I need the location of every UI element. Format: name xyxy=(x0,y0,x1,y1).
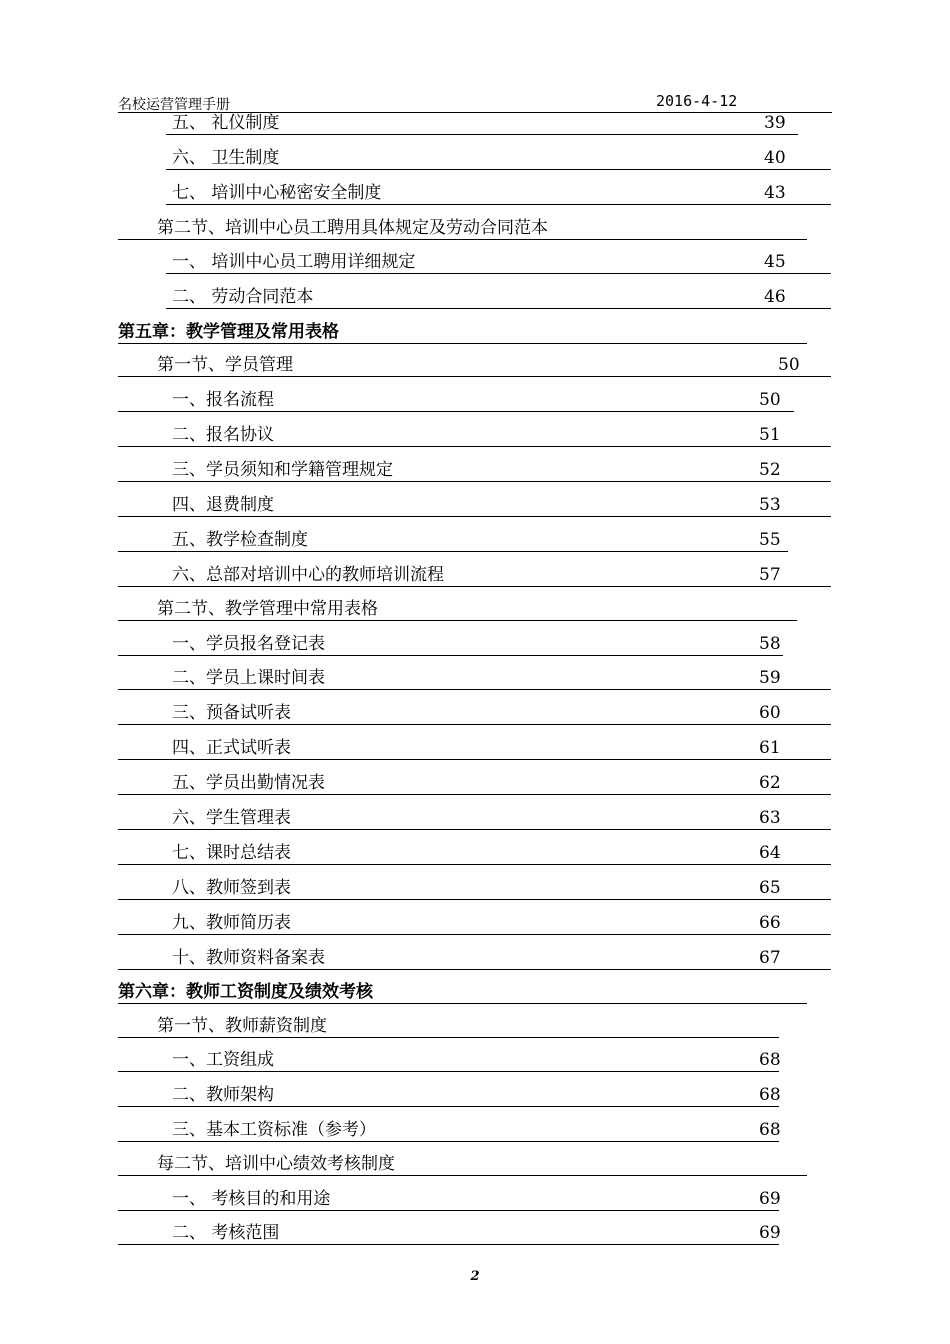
toc-section-row[interactable] xyxy=(0,1004,950,1038)
toc-entry-page-number: 60 xyxy=(759,703,781,723)
page-number: 2 xyxy=(470,1269,480,1284)
toc-item-row[interactable] xyxy=(0,1211,950,1245)
toc-entry-label: 一、 考核目的和用途 xyxy=(172,1189,331,1209)
toc-entry-underline xyxy=(118,1106,779,1107)
toc-item-row[interactable] xyxy=(0,796,950,830)
header-title: 名校运营管理手册 xyxy=(118,97,230,113)
toc-entry-label: 十、教师资料备案表 xyxy=(172,948,325,968)
toc-entry-underline xyxy=(118,899,831,900)
toc-entry-label: 一、学员报名登记表 xyxy=(172,634,325,654)
toc-entry-label: 三、预备试听表 xyxy=(172,703,291,723)
toc-entry-label: 二、报名协议 xyxy=(172,425,274,445)
toc-entry-underline xyxy=(118,1071,779,1072)
toc-entry-label: 第一节、教师薪资制度 xyxy=(157,1016,327,1036)
toc-item-row[interactable] xyxy=(0,936,950,970)
toc-entry-page-number: 66 xyxy=(759,913,781,933)
toc-item-row[interactable] xyxy=(0,483,950,517)
toc-item-row[interactable] xyxy=(0,413,950,447)
toc-entry-page-number: 57 xyxy=(759,565,781,585)
toc-section-row[interactable] xyxy=(0,206,950,240)
toc-entry-underline xyxy=(118,1175,807,1176)
toc-entry-label: 二、 考核范围 xyxy=(172,1223,280,1243)
toc-entry-label: 四、正式试听表 xyxy=(172,738,291,758)
toc-entry-label: 六、 卫生制度 xyxy=(172,148,280,168)
toc-entry-label: 第一节、学员管理 xyxy=(157,355,293,375)
toc-item-row[interactable] xyxy=(0,1073,950,1107)
toc-item-row[interactable] xyxy=(0,761,950,795)
toc-entry-page-number: 63 xyxy=(759,808,781,828)
toc-section-row[interactable] xyxy=(0,343,950,377)
toc-entry-page-number: 52 xyxy=(759,460,781,480)
toc-entry-underline xyxy=(166,273,831,274)
toc-item-row[interactable] xyxy=(0,275,950,309)
toc-entry-label: 五、 礼仪制度 xyxy=(172,113,280,133)
toc-item-row[interactable] xyxy=(0,1177,950,1211)
toc-entry-underline xyxy=(166,204,831,205)
toc-entry-label: 三、学员须知和学籍管理规定 xyxy=(172,460,393,480)
toc-entry-page-number: 50 xyxy=(759,390,781,410)
toc-entry-underline xyxy=(118,376,831,377)
header-date: 2016-4-12 xyxy=(656,92,738,110)
toc-entry-underline xyxy=(118,794,831,795)
toc-item-row[interactable] xyxy=(0,136,950,170)
toc-entry-page-number: 68 xyxy=(759,1085,781,1105)
toc-entry-label: 第六章：教师工资制度及绩效考核 xyxy=(118,982,373,1002)
toc-entry-page-number: 64 xyxy=(759,843,781,863)
toc-item-row[interactable] xyxy=(0,866,950,900)
toc-entry-underline xyxy=(166,169,831,170)
toc-entry-underline xyxy=(118,551,788,552)
toc-entry-label: 五、学员出勤情况表 xyxy=(172,773,325,793)
toc-entry-page-number: 45 xyxy=(764,252,786,272)
toc-entry-page-number: 53 xyxy=(759,495,781,515)
toc-entry-underline xyxy=(166,308,831,309)
toc-entry-underline xyxy=(118,829,831,830)
toc-entry-underline xyxy=(166,134,798,135)
toc-entry-label: 二、教师架构 xyxy=(172,1085,274,1105)
toc-entry-label: 二、 劳动合同范本 xyxy=(172,287,314,307)
toc-item-row[interactable] xyxy=(0,101,950,135)
toc-entry-label: 每二节、培训中心绩效考核制度 xyxy=(157,1154,395,1174)
toc-entry-label: 第五章：教学管理及常用表格 xyxy=(118,322,339,342)
toc-item-row[interactable] xyxy=(0,901,950,935)
toc-entry-label: 五、教学检查制度 xyxy=(172,530,308,550)
toc-item-row[interactable] xyxy=(0,553,950,587)
toc-chapter-row[interactable] xyxy=(0,310,950,344)
toc-item-row[interactable] xyxy=(0,691,950,725)
toc-item-row[interactable] xyxy=(0,1038,950,1072)
toc-entry-underline xyxy=(118,1244,779,1245)
toc-entry-page-number: 69 xyxy=(759,1189,781,1209)
toc-entry-underline xyxy=(118,934,831,935)
toc-entry-page-number: 59 xyxy=(759,668,781,688)
toc-entry-label: 一、工资组成 xyxy=(172,1050,274,1070)
toc-item-row[interactable] xyxy=(0,1108,950,1142)
toc-item-row[interactable] xyxy=(0,171,950,205)
toc-entry-page-number: 55 xyxy=(759,530,781,550)
toc-item-row[interactable] xyxy=(0,656,950,690)
toc-entry-underline xyxy=(118,446,831,447)
toc-item-row[interactable] xyxy=(0,831,950,865)
toc-entry-label: 四、退费制度 xyxy=(172,495,274,515)
toc-entry-page-number: 67 xyxy=(759,948,781,968)
toc-entry-label: 一、报名流程 xyxy=(172,390,274,410)
toc-entry-page-number: 61 xyxy=(759,738,781,758)
toc-entry-underline xyxy=(118,724,831,725)
toc-entry-label: 一、 培训中心员工聘用详细规定 xyxy=(172,252,416,272)
toc-entry-page-number: 50 xyxy=(778,355,800,375)
toc-entry-underline xyxy=(118,516,831,517)
toc-entry-label: 七、课时总结表 xyxy=(172,843,291,863)
toc-entry-page-number: 40 xyxy=(764,148,786,168)
toc-entry-page-number: 69 xyxy=(759,1223,781,1243)
toc-entry-label: 第二节、培训中心员工聘用具体规定及劳动合同范本 xyxy=(157,218,548,238)
toc-entry-label: 六、学生管理表 xyxy=(172,808,291,828)
toc-item-row[interactable] xyxy=(0,378,950,412)
toc-entry-label: 六、总部对培训中心的教师培训流程 xyxy=(172,565,444,585)
toc-entry-page-number: 68 xyxy=(759,1120,781,1140)
toc-entry-page-number: 51 xyxy=(759,425,781,445)
toc-entry-label: 第二节、教学管理中常用表格 xyxy=(157,599,378,619)
toc-entry-underline xyxy=(118,481,831,482)
toc-entry-page-number: 68 xyxy=(759,1050,781,1070)
toc-item-row[interactable] xyxy=(0,448,950,482)
toc-section-row[interactable] xyxy=(0,587,950,621)
toc-entry-label: 九、教师简历表 xyxy=(172,913,291,933)
toc-item-row[interactable] xyxy=(0,240,950,274)
toc-entry-underline xyxy=(118,620,797,621)
toc-chapter-row[interactable] xyxy=(0,970,950,1004)
toc-entry-page-number: 39 xyxy=(764,113,786,133)
toc-entry-underline xyxy=(118,689,831,690)
toc-entry-page-number: 58 xyxy=(759,634,781,654)
toc-entry-label: 三、基本工资标准（参考） xyxy=(172,1120,376,1140)
toc-entry-page-number: 65 xyxy=(759,878,781,898)
toc-entry-underline xyxy=(118,759,831,760)
toc-item-row[interactable] xyxy=(0,726,950,760)
toc-item-row[interactable] xyxy=(0,622,950,656)
toc-entry-label: 七、 培训中心秘密安全制度 xyxy=(172,183,382,203)
toc-entry-label: 八、教师签到表 xyxy=(172,878,291,898)
toc-entry-label: 二、学员上课时间表 xyxy=(172,668,325,688)
toc-entry-underline xyxy=(118,411,794,412)
toc-entry-page-number: 46 xyxy=(764,287,786,307)
toc-item-row[interactable] xyxy=(0,518,950,552)
toc-section-row[interactable] xyxy=(0,1142,950,1176)
toc-entry-page-number: 43 xyxy=(764,183,786,203)
toc-entry-page-number: 62 xyxy=(759,773,781,793)
toc-entry-underline xyxy=(118,864,831,865)
